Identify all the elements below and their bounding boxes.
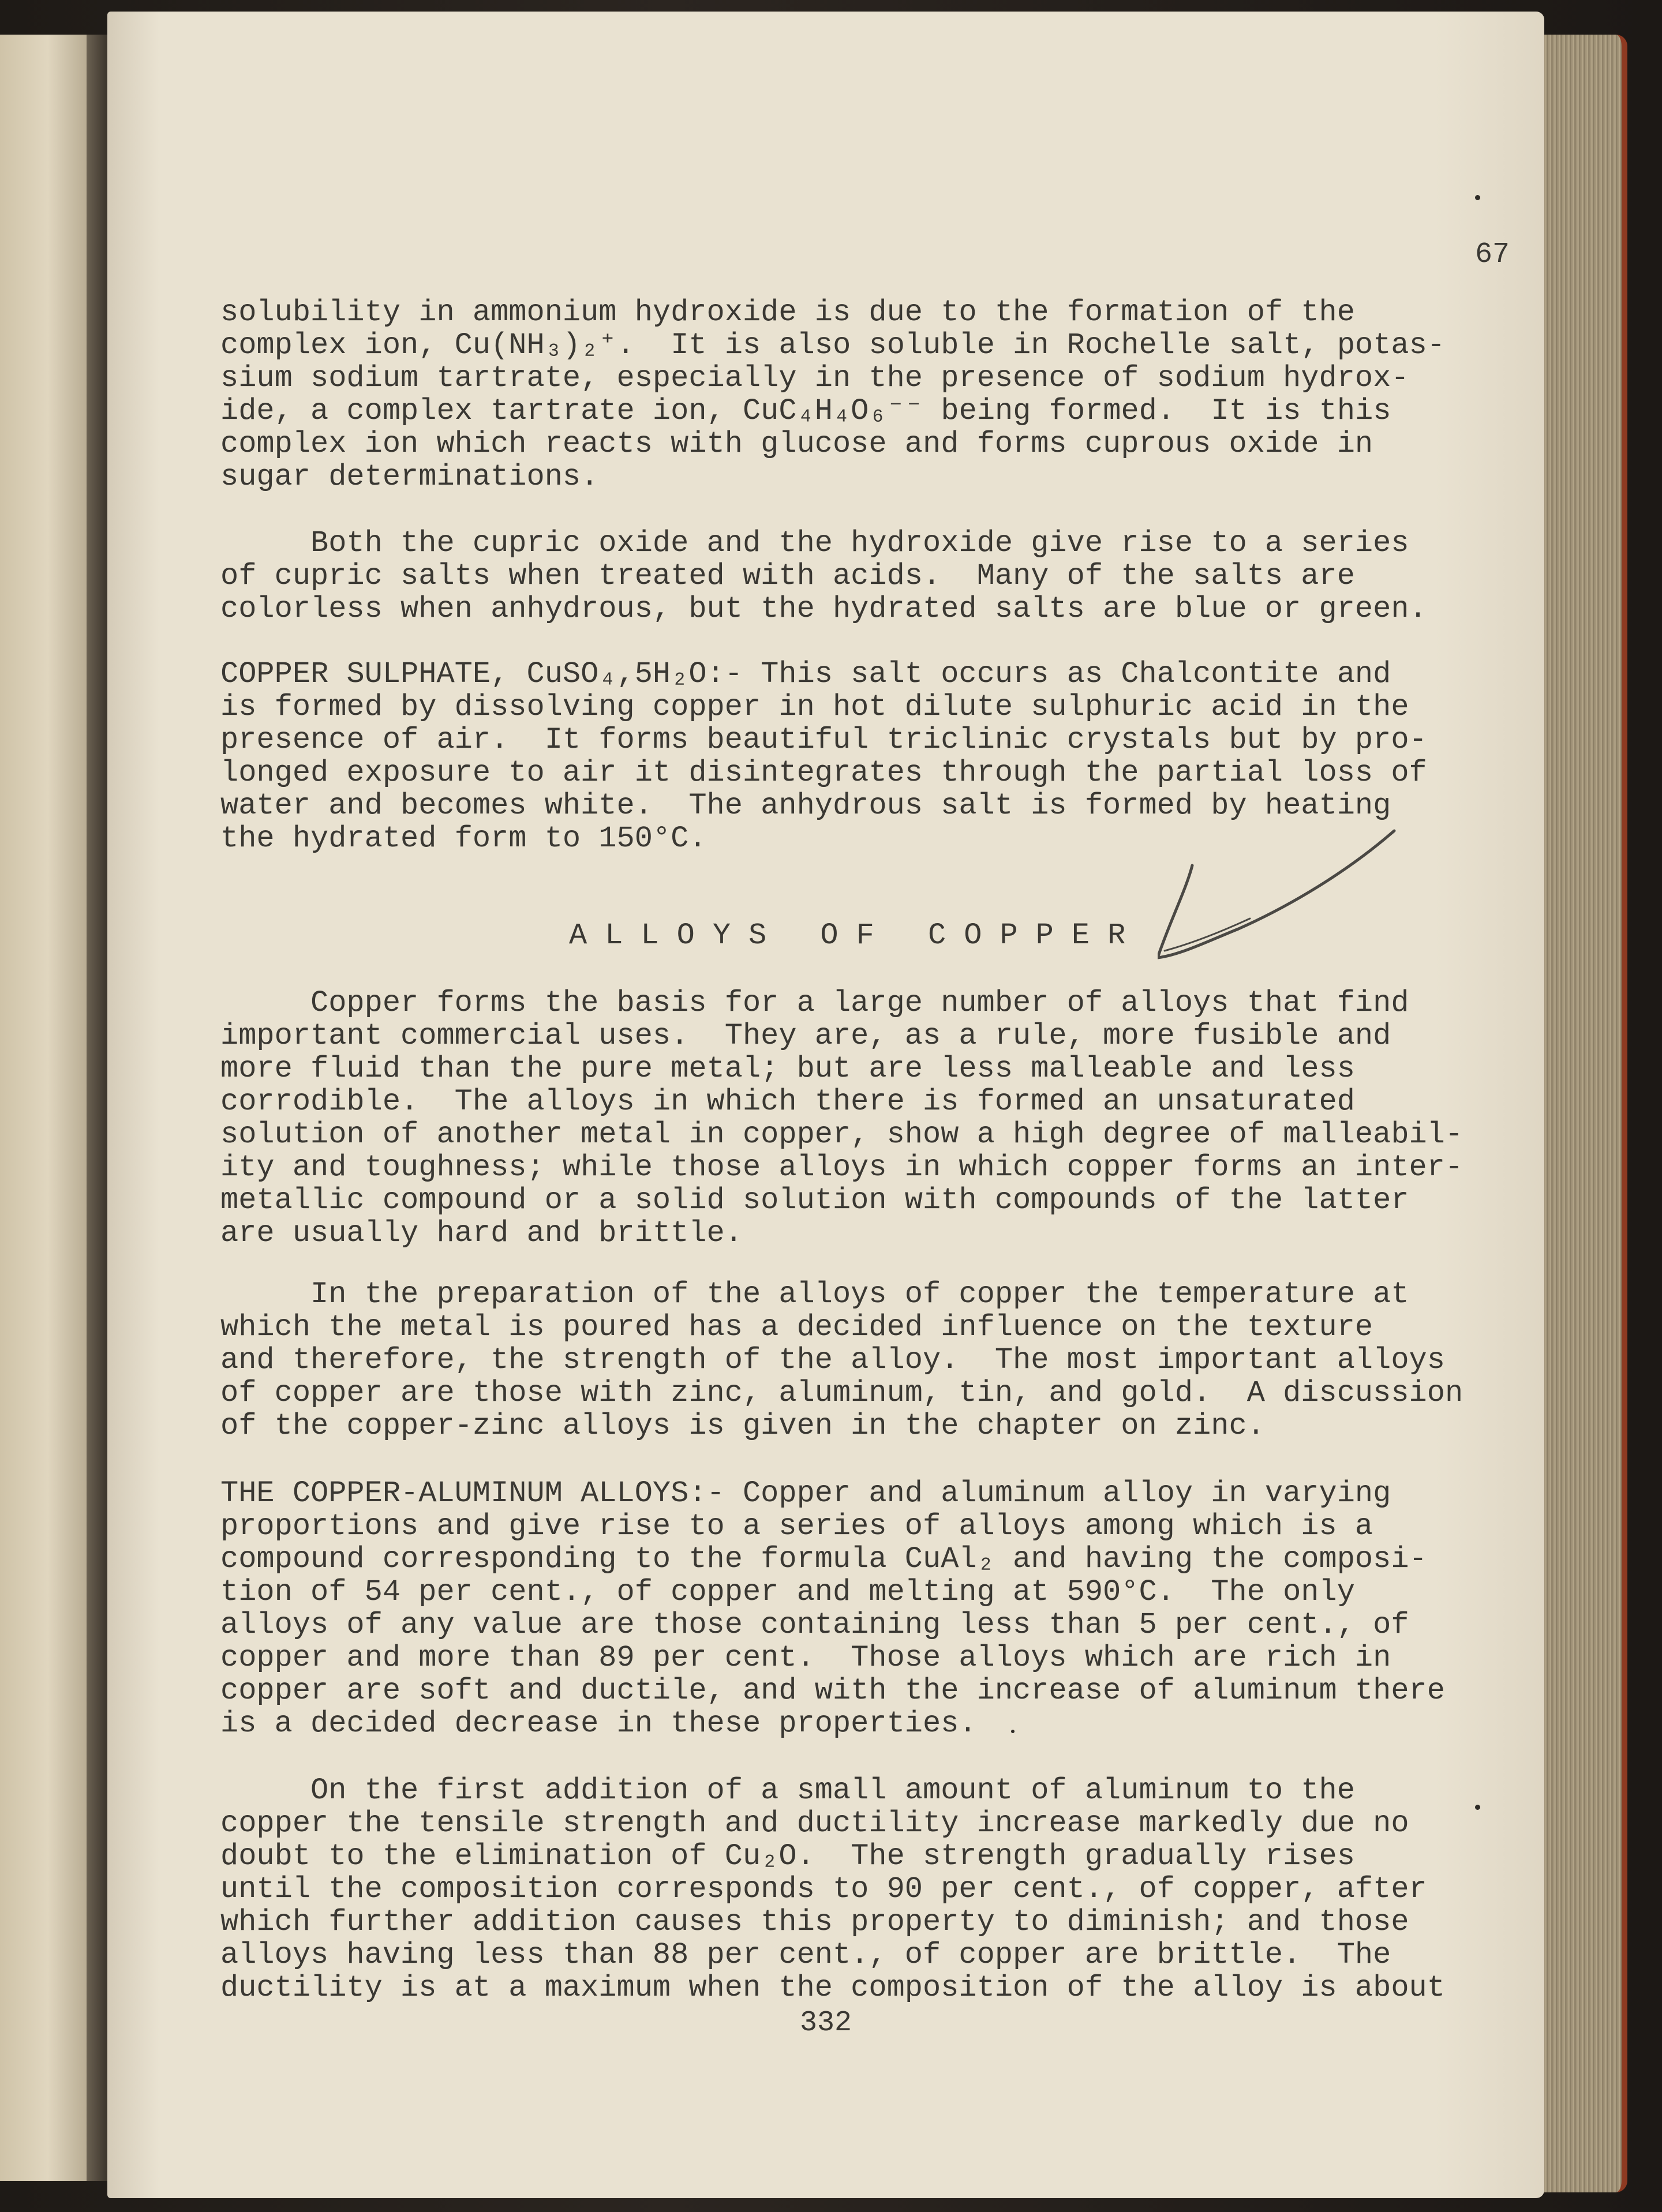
page-stack-edge <box>1535 35 1627 2192</box>
ink-speck <box>1475 195 1480 200</box>
paragraph-aluminum-addition: On the first addition of a small amount of aluminum to the copper the tensile strength and ductility increase markedly due no doubt to the elimination of Cu₂O. The strength gradually rises until the composition corresponds to 90 per cent., of copper, after which further addition causes this property to diminish; and those alloys having less than 88 per cent., of copper are brittle. The ductility is at a maximum when the composition of the alloy is about <box>220 1774 1445 2005</box>
paragraph-alloy-preparation: In the preparation of the alloys of copper the temperature at which the metal is poured has a decided influence on the texture and therefore, the strength of the alloy. The most important alloys of copper are those with zinc, aluminum, tin, and gold. A discussion of the copper-zinc alloys is given in the chapter on zinc. <box>220 1277 1463 1443</box>
pencil-checkmark-icon <box>1158 825 1400 963</box>
section-heading: ALLOYS OF COPPER <box>569 918 1144 953</box>
binding-gutter <box>87 35 107 2181</box>
paragraph-cupric-salts: Both the cupric oxide and the hydroxide give rise to a series of cupric salts when treated with acids. Many of the salts are colorless when anhydrous, but the hydrated salts are blue or green. <box>220 526 1427 626</box>
book-page <box>107 12 1544 2198</box>
paragraph-copper-aluminum: THE COPPER-ALUMINUM ALLOYS:- Copper and aluminum alloy in varying proportions and give rise to a series of alloys among which is a compound corresponding to the formula CuAl₂ and having the composi- tion of 54 per cent., of copper and melting at 590°C. The only alloys of any value are those containing less than 5 per cent., of copper and more than 89 per cent. Those alloys which are rich in copper are soft and ductile, and with the increase of aluminum there is a decided decrease in these properties. <box>220 1476 1445 1741</box>
footer-page-number: 332 <box>800 2007 852 2039</box>
page-number: 67 <box>1475 238 1510 271</box>
ink-speck <box>1011 1730 1015 1733</box>
paragraph-alloys-intro: Copper forms the basis for a large number of alloys that find important commercial uses. They are, as a rule, more fusible and more fluid than the pure metal; but are less malleable and less corrodible. The alloys in which there is formed an unsaturated solution of another metal in copper, show a high degree of malleabil- ity and toughness; while those alloys in which copper forms an inter- metallic compound or a solid solution with compounds of the latter are usually hard and brittle. <box>220 986 1463 1250</box>
paragraph-cuprous-solubility: solubility in ammonium hydroxide is due to the formation of the complex ion, Cu(NH₃)₂⁺. It is also soluble in Rochelle salt, potas- sium sodium tartrate, especially in the presence of sodium hydrox- ide, a complex tartrate ion, CuC₄H₄O₆⁻⁻ being formed. It is this complex ion which reacts with glucose and forms cuprous oxide in sugar determinations. <box>220 295 1446 494</box>
paragraph-copper-sulphate: COPPER SULPHATE, CuSO₄,5H₂O:- This salt occurs as Chalcontite and is formed by dissolving copper in hot dilute sulphuric acid in the presence of air. It forms beautiful triclinic crystals but by pro- longed exposure to air it disintegrates through the partial loss of water and becomes white. The anhydrous salt is formed by heating the hydrated form to 150°C. <box>220 657 1427 856</box>
ink-speck <box>1475 1805 1480 1810</box>
facing-page <box>0 35 89 2181</box>
